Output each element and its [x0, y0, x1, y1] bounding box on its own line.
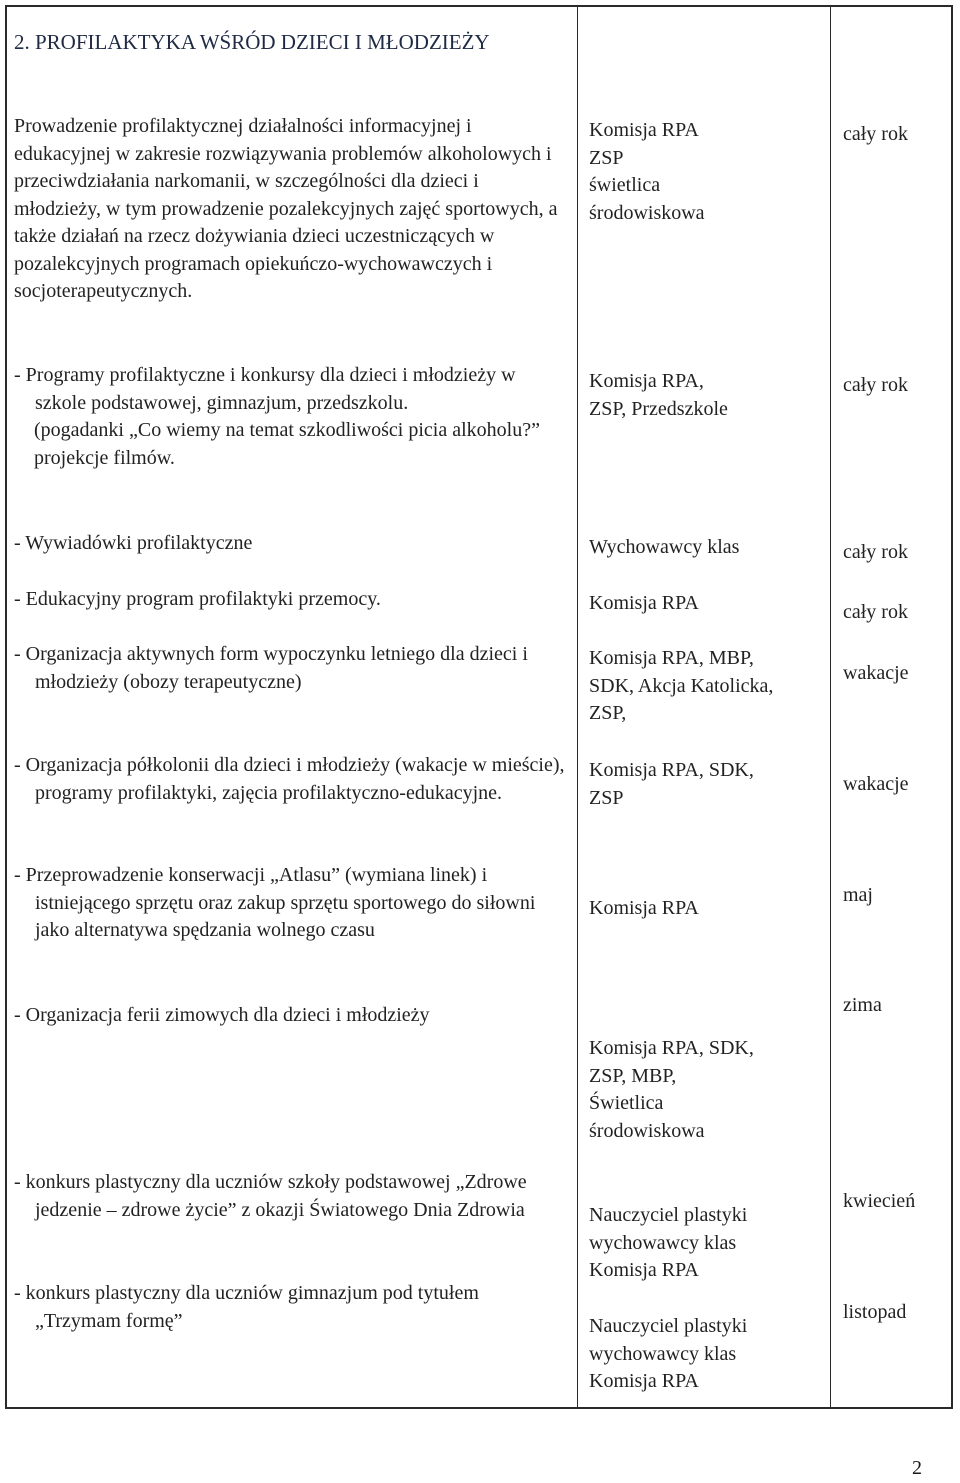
- task-text: - Programy profilaktyczne i konkursy dla dzieci i młodzieży w szkole podstawowej, gimnazjum, przedszkolu.: [14, 364, 516, 414]
- responsible-cell: [589, 645, 824, 728]
- task-text: - Organizacja aktywnych form wypoczynku letniego dla dzieci i młodzieży (obozy terapeutyczne): [14, 643, 528, 693]
- responsible-line: ZSP, MBP,: [589, 1064, 677, 1087]
- responsible-cell: [589, 757, 824, 812]
- term-cell: listopad: [843, 1301, 907, 1323]
- task-cell: [14, 641, 569, 696]
- section-title: 2. PROFILAKTYKA WŚRÓD DZIECI I MŁODZIEŻY: [14, 30, 490, 54]
- responsible-cell: [589, 590, 824, 618]
- responsible-line: Komisja RPA, MBP,: [589, 647, 754, 669]
- term-cell: cały rok: [843, 123, 908, 145]
- term-cell: zima: [843, 994, 882, 1016]
- responsible-cell: [589, 534, 824, 562]
- task-cell: [14, 1002, 569, 1030]
- responsible-line: Komisja RPA, SDK,: [589, 1037, 754, 1059]
- responsible-line: Komisja RPA: [589, 1370, 699, 1392]
- task-cell: [14, 362, 569, 472]
- task-cell: [14, 586, 569, 614]
- task-text: - Organizacja ferii zimowych dla dzieci i młodzieży: [14, 1004, 430, 1026]
- responsible-line: Komisja RPA, SDK,: [589, 759, 754, 781]
- responsible-line: Nauczyciel plastyki: [589, 1204, 748, 1226]
- responsible-line: Wychowawcy klas: [589, 536, 740, 558]
- responsible-line: Komisja RPA: [589, 592, 699, 614]
- task-cell: [14, 113, 569, 306]
- responsible-line: wychowawcy klas: [589, 1342, 737, 1365]
- term-cell: wakacje: [843, 773, 909, 795]
- task-text: - konkurs plastyczny dla uczniów szkoły podstawowej „Zdrowe jedzenie – zdrowe życie” z okazji Światowego Dnia Zdrowia: [14, 1171, 527, 1221]
- responsible-line: ZSP: [589, 786, 624, 809]
- task-cell: [14, 862, 569, 945]
- task-text: - Przeprowadzenie konserwacji „Atlasu” (wymiana linek) i istniejącego sprzętu oraz zakup sprzętu sportowego do siłowni jako alternatywa spędzania wolnego czasu: [14, 864, 536, 941]
- responsible-line: wychowawcy klas: [589, 1231, 737, 1254]
- task-text: Prowadzenie profilaktycznej działalności informacyjnej i edukacyjnej w zakresie rozwiązywania problemów alkoholowych i przeciwdziałania narkomanii, w szczególności dla dzieci i młodzieży, w tym prowadzenie pozalekcyjnych zajęć sportowych, a także działań na rzecz dożywiania dzieci uczestniczących w pozalekcyjnych programach opiekuńczo-wychowawczych i socjoterapeutycznych.: [14, 115, 558, 302]
- task-cell: [14, 1280, 569, 1335]
- responsible-line: Świetlica: [589, 1092, 664, 1114]
- task-text: - Edukacyjny program profilaktyki przemocy.: [14, 588, 381, 610]
- column-divider: [830, 5, 831, 1409]
- responsible-cell: [589, 1035, 824, 1145]
- task-text: - konkurs plastyczny dla uczniów gimnazjum pod tytułem „Trzymam formę”: [14, 1282, 479, 1332]
- term-cell: wakacje: [843, 662, 909, 684]
- responsible-line: środowiskowa: [589, 1119, 705, 1142]
- responsible-line: Komisja RPA: [589, 119, 699, 141]
- term-cell: maj: [843, 884, 873, 906]
- responsible-cell: [589, 1313, 824, 1396]
- responsible-line: ZSP: [589, 146, 624, 169]
- responsible-line: Komisja RPA: [589, 897, 699, 919]
- task-note: (pogadanki „Co wiemy na temat szkodliwości picia alkoholu?” projekcje filmów.: [34, 419, 540, 469]
- responsible-line: środowiskowa: [589, 201, 705, 224]
- task-cell: [14, 530, 569, 558]
- term-cell: kwiecień: [843, 1190, 916, 1212]
- page-number: 2: [912, 1457, 922, 1479]
- task-text: - Wywiadówki profilaktyczne: [14, 532, 253, 554]
- responsible-line: SDK, Akcja Katolicka,: [589, 674, 774, 697]
- responsible-line: Komisja RPA: [589, 1259, 699, 1281]
- responsible-line: Komisja RPA,: [589, 370, 704, 392]
- responsible-cell: [589, 117, 824, 227]
- responsible-line: Nauczyciel plastyki: [589, 1315, 748, 1337]
- responsible-line: ZSP,: [589, 702, 627, 724]
- responsible-cell: [589, 368, 824, 423]
- term-cell: cały rok: [843, 374, 908, 396]
- task-cell: [14, 752, 569, 807]
- responsible-line: ZSP, Przedszkole: [589, 397, 728, 420]
- term-cell: cały rok: [843, 541, 908, 563]
- column-divider: [577, 5, 578, 1409]
- task-cell: [14, 1169, 569, 1224]
- task-text: - Organizacja półkolonii dla dzieci i młodzieży (wakacje w mieście), programy profilaktyki, zajęcia profilaktyczno-edukacyjne.: [14, 754, 565, 804]
- term-cell: cały rok: [843, 601, 908, 623]
- responsible-cell: [589, 895, 824, 923]
- responsible-line: świetlica: [589, 174, 661, 196]
- responsible-cell: [589, 1202, 824, 1285]
